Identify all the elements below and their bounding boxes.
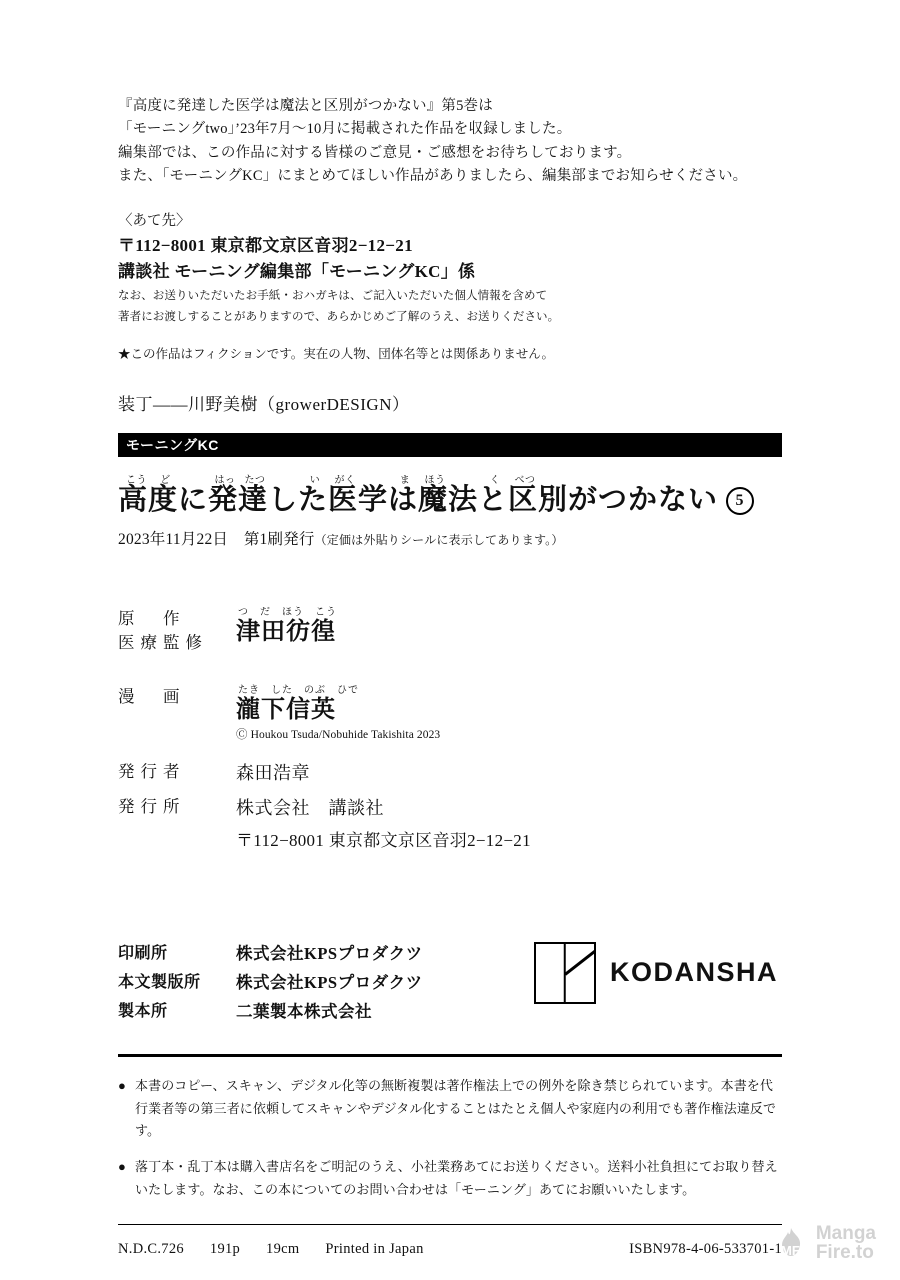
footer-left	[118, 1241, 446, 1258]
printer-label-1: 印刷所	[118, 944, 168, 962]
legal-notice-1	[118, 1075, 782, 1143]
staff-row-manga	[118, 685, 782, 742]
staff-spacer-2	[118, 742, 782, 760]
divider-thin	[118, 1224, 782, 1225]
divider-thick	[118, 1054, 782, 1057]
manga-artist-name: 瀧下信英	[236, 696, 336, 723]
original-author-label	[118, 607, 236, 655]
watermark-text	[816, 1224, 876, 1262]
imprint-label-bar: モーニングKC	[118, 433, 782, 457]
address-heading: 〈あて先〉	[118, 212, 191, 229]
original-author-label-line2: 医療監修	[118, 633, 208, 653]
original-author-value	[236, 607, 782, 655]
printer-row	[118, 969, 423, 998]
intro-paragraph	[118, 95, 782, 189]
watermark-line-1: Manga	[815, 1223, 876, 1244]
address-note-line-1: なお、お送りいただいたお手紙・おハガキは、ご記入いただいた個人情報を含めて	[118, 290, 548, 303]
footer-bibliographic	[118, 1241, 782, 1258]
title-ruby-9: く	[489, 474, 501, 486]
publication-date: 2023年11月22日 第1刷発行	[118, 531, 315, 549]
staff-row-office	[118, 787, 782, 854]
title-block	[118, 471, 782, 517]
title-ruby-7: ま	[399, 474, 411, 486]
legal-notice-1-text: 本書のコピー、スキャン、デジタル化等の無断複製は著作権法上での例外を除き禁じられています。本書を代行業者等の第三者に依頼してスキャンやデジタル化することはたとえ個人や家庭内の利用でも著作権法違反です。	[135, 1077, 777, 1139]
colophon-content	[118, 95, 782, 1258]
title-ruby-1: こう	[126, 474, 147, 486]
bullet-icon: ●	[118, 1159, 126, 1175]
publisher-label: 発行者	[118, 762, 186, 782]
staff-row-publisher	[118, 760, 782, 787]
title-ruby-6: がく	[334, 474, 356, 486]
title-ruby-10: べつ	[514, 474, 536, 486]
copyright-line: Ⓒ Houkou Tsuda/Nobuhide Takishita 2023	[236, 729, 441, 742]
office-label: 発行所	[118, 797, 186, 817]
manga-artist-label: 漫 画	[118, 686, 186, 706]
kodansha-logo-icon	[534, 942, 596, 1004]
legal-notices	[118, 1075, 782, 1202]
intro-line-2: 「モーニングtwo」’23年7月〜10月に掲載された作品を収録しました。	[118, 121, 572, 138]
intro-line-4: また、「モーニングKC」にまとめてほしい作品がありましたら、編集部までお知らせください。	[118, 168, 748, 185]
watermark-line-2: Fire.to	[815, 1242, 874, 1263]
title-ruby-3: はっ	[214, 474, 236, 486]
printer-row	[118, 998, 423, 1027]
intro-line-1: 『高度に発達した医学は魔法と区別がつかない』第5巻は	[118, 98, 493, 114]
kodansha-logo-text: KODANSHA	[609, 957, 778, 988]
publication-date-line	[118, 527, 782, 549]
title-ruby-row	[122, 471, 782, 484]
original-author-label-line1: 原 作	[118, 609, 186, 629]
ndc-code: N.D.C.726	[118, 1240, 184, 1257]
office-value	[236, 787, 782, 854]
bullet-icon: ●	[118, 1077, 126, 1093]
address-note-line-2: 著者にお渡しすることがありますので、あらかじめご了解のうえ、お送りください。	[118, 311, 560, 324]
page-count: 191p	[209, 1240, 241, 1257]
staff-row-original	[118, 607, 782, 655]
publisher-name: 森田浩章	[236, 763, 310, 784]
book-size: 19cm	[266, 1240, 300, 1257]
office-name: 株式会社 講談社	[236, 798, 384, 819]
title-ruby-8: ほう	[424, 474, 446, 486]
svg-text:MF: MF	[780, 1243, 800, 1258]
legal-notice-2	[118, 1156, 782, 1202]
flame-icon-svg	[774, 1226, 808, 1260]
isbn: ISBN978-4-06-533701-1	[629, 1240, 782, 1257]
printer-value-3: 二葉製本株式会社	[236, 1001, 372, 1021]
address-postal-line: 〒112−8001 東京都文京区音羽2−12−21	[118, 235, 413, 255]
title-ruby-4: たつ	[244, 474, 266, 486]
kodansha-logo	[534, 942, 778, 1004]
manga-artist-ruby: たき した のぶ ひで	[238, 684, 359, 696]
printer-label-2: 本文製版所	[118, 973, 201, 991]
title-ruby-2: ど	[160, 474, 171, 486]
manga-artist-value	[236, 685, 782, 742]
fiction-disclaimer: ★この作品はフィクションです。実在の人物、団体名等とは関係ありません。	[118, 347, 555, 361]
flame-icon	[774, 1226, 808, 1260]
title-ruby-5: い	[309, 474, 321, 486]
address-department-line: 講談社 モーニング編集部「モーニングKC」係	[118, 262, 476, 282]
printers-table	[118, 940, 423, 1027]
volume-number: 5	[726, 487, 754, 515]
price-note: （定価は外貼りシールに表示してあります。）	[314, 533, 564, 548]
printer-label-3: 製本所	[118, 1002, 168, 1020]
original-author-ruby: つ だ ほう こう	[238, 607, 337, 619]
design-credit: 装丁——川野美樹（growerDESIGN）	[118, 394, 410, 414]
office-address: 〒112−8001 東京都文京区音羽2−12−21	[236, 831, 531, 851]
printers-block	[118, 940, 782, 1032]
printed-in: Printed in Japan	[325, 1240, 424, 1257]
book-title-text: 高度に発達した医学は魔法と区別がつかない	[118, 483, 719, 516]
original-author-name: 津田彷徨	[236, 619, 336, 646]
printer-row	[118, 940, 423, 969]
printer-value-1: 株式会社KPSプロダクツ	[236, 943, 423, 963]
site-watermark	[774, 1224, 876, 1262]
staff-spacer-1	[118, 655, 782, 685]
intro-line-3: 編集部では、この作品に対する皆様のご意見・ご感想をお待ちしております。	[118, 144, 632, 161]
printer-value-2: 株式会社KPSプロダクツ	[236, 972, 423, 992]
staff-credits-table	[118, 607, 782, 854]
book-title	[118, 484, 782, 517]
legal-notice-2-text: 落丁本・乱丁本は購入書店名をご明記のうえ、小社業務あてにお送りください。送料小社負担にてお取り替えいたします。なお、この本についてのお問い合わせは「モーニング」あてにお願いいたします。	[135, 1159, 778, 1197]
